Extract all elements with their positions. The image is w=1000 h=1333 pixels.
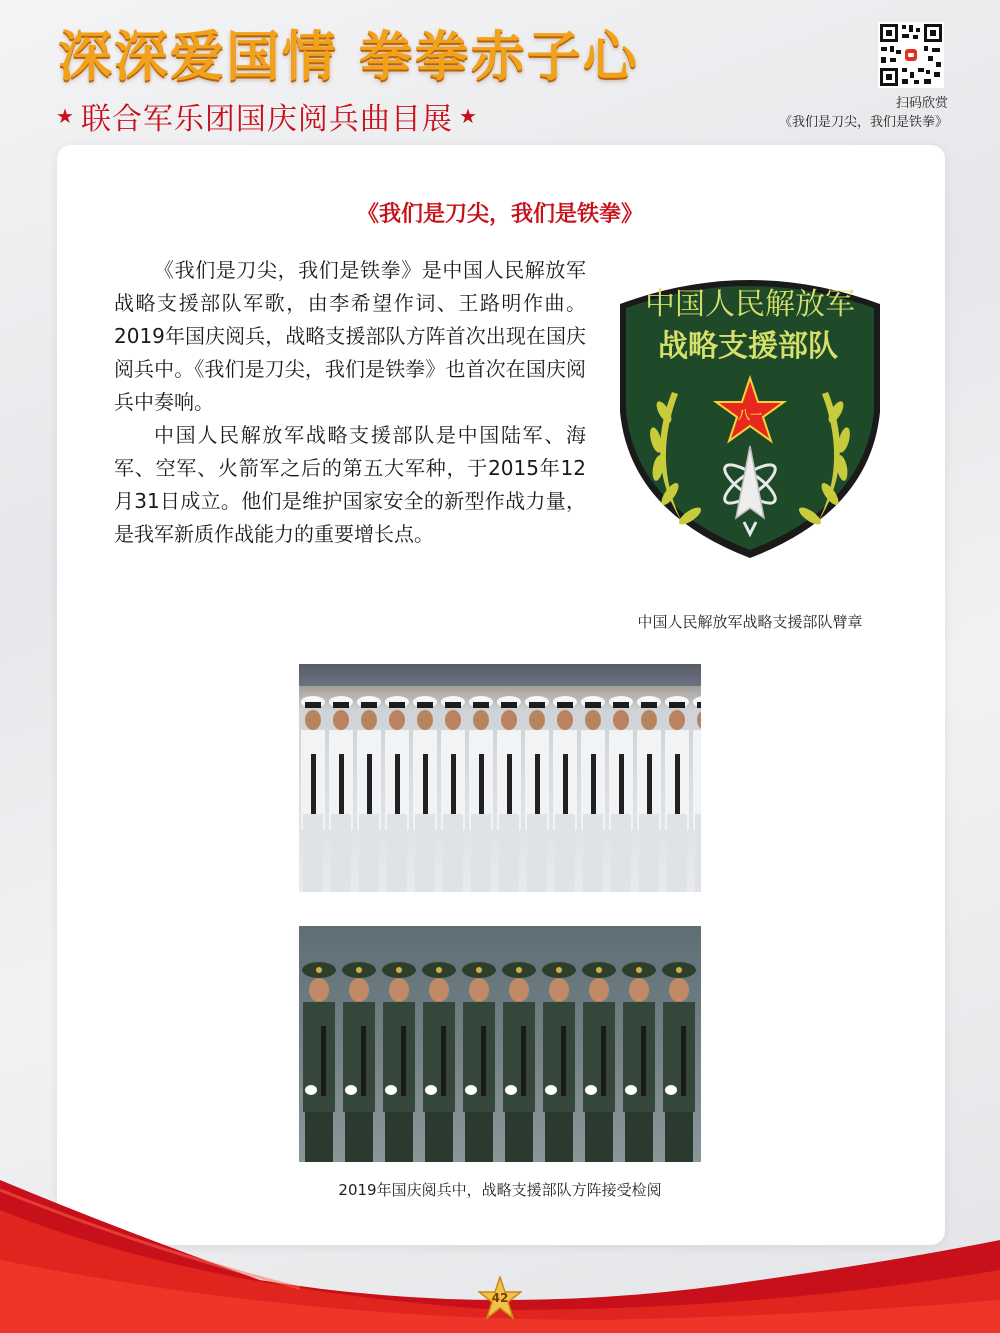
emblem-caption: 中国人民解放军战略支援部队臂章	[637, 613, 863, 631]
qr-caption-line2: 《我们是刀尖，我们是铁拳》	[778, 115, 948, 130]
page-number: 42	[491, 1291, 509, 1305]
qr-caption	[779, 94, 948, 132]
star-icon: ★	[458, 104, 478, 128]
article-title: 《我们是刀尖，我们是铁拳》	[356, 202, 643, 227]
subhead-text: 联合军乐团国庆阅兵曲目展	[80, 102, 453, 137]
qr-code[interactable]	[878, 22, 944, 88]
parade-photo-green-uniforms	[299, 926, 701, 1162]
headline: 深深爱国情 拳拳赤子心	[58, 25, 639, 88]
photo-caption: 2019年国庆阅兵中，战略支援部队方阵接受检阅	[338, 1181, 662, 1199]
emblem-image	[612, 262, 888, 562]
article-body	[114, 254, 586, 551]
subhead	[56, 94, 478, 138]
emblem-text-line2: 战略支援部队	[658, 329, 838, 364]
emblem-star-text: 八一	[737, 408, 763, 422]
qr-caption-line1: 扫码欣赏	[895, 96, 948, 111]
star-icon: ★	[56, 104, 75, 128]
emblem-text-line1: 中国人民解放军	[645, 288, 855, 321]
parade-photo-white-uniforms	[299, 664, 701, 892]
article-paragraph: 中国人民解放军战略支援部队是中国陆军、海军、空军、火箭军之后的第五大军种，于2015年12月31日成立。他们是维护国家安全的新型作战力量，是我军新质作战能力的重要增长点。	[114, 423, 586, 546]
article-paragraph: 《我们是刀尖，我们是铁拳》是中国人民解放军战略支援部队军歌，由李希望作词、王路明作曲。2019年国庆阅兵，战略支援部队方阵首次出现在国庆阅兵中。《我们是刀尖，我们是铁拳》也首次在国庆阅兵中奏响。	[114, 258, 586, 414]
